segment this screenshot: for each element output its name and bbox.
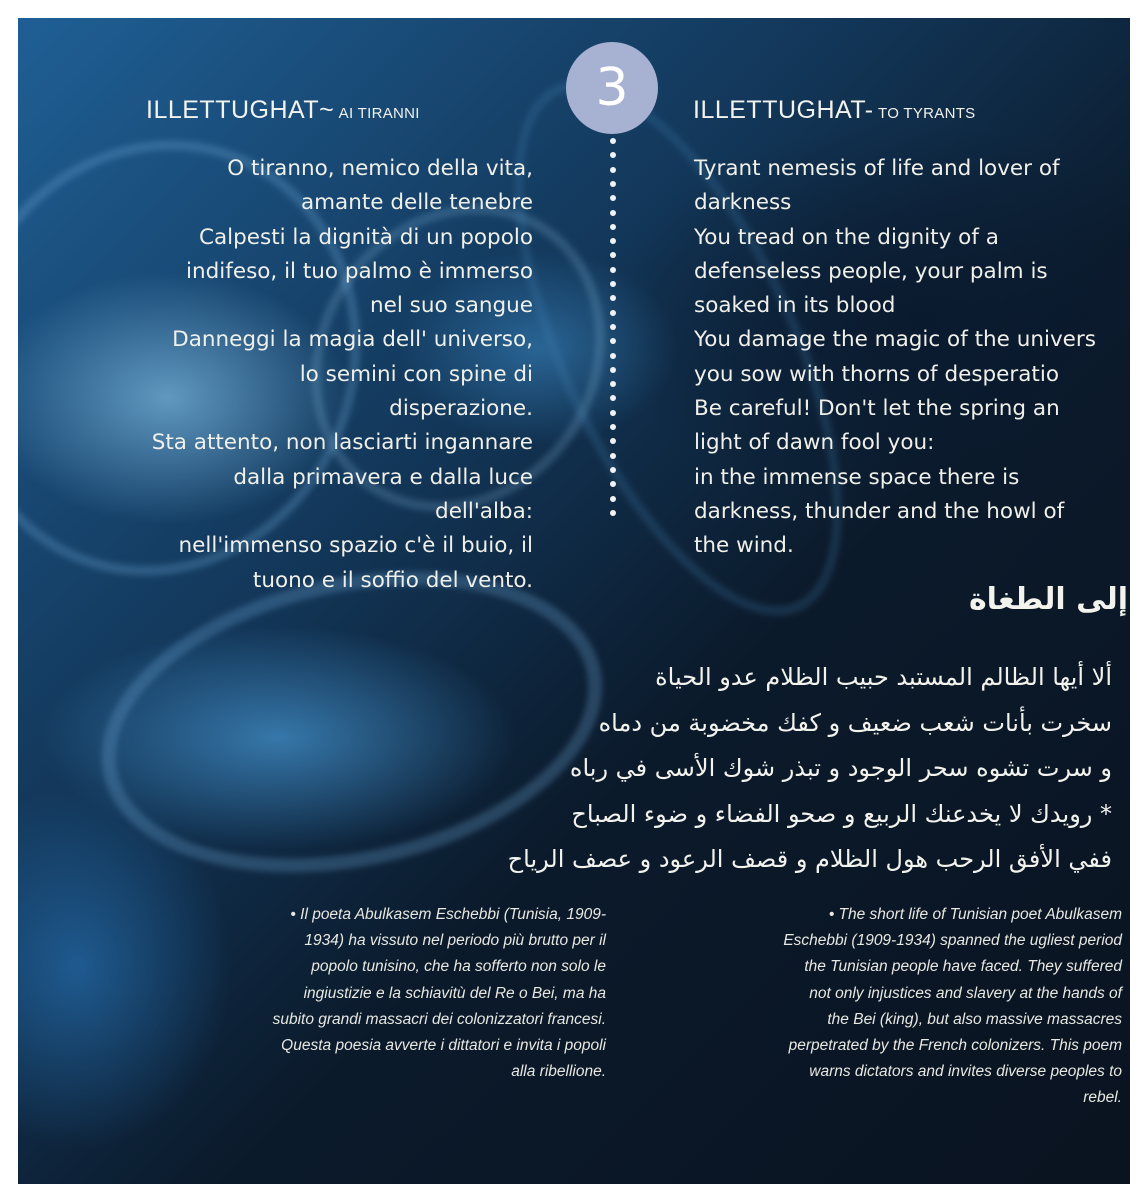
page-number-badge: 3 [566,42,658,134]
divider-dot [610,281,616,287]
arabic-title: إلى الطغاة [968,582,1128,617]
divider-dot [610,267,616,273]
italian-poem [118,152,533,598]
english-title-sub: TO TYRANTS [878,105,976,122]
footnote-line: Questa poesia avverte i dittatori e invita i popoli [281,1037,606,1055]
poem-line: darkness [694,190,792,216]
footnote-line: • The short life of Tunisian poet Abulkasem [828,906,1122,923]
dotted-divider [610,138,618,523]
poem-line: nel suo sangue [370,293,533,319]
arabic-poem [92,655,1112,883]
divider-dot [610,367,616,373]
footnote-line: rebel. [1083,1089,1122,1107]
divider-dot [610,310,616,316]
divider-dot [610,424,616,430]
arabic-verse: و سرت تشوه سحر الوجود و تبذر شوك الأسى في رباه [569,754,1112,782]
poem-line: O tiranno, nemico della vita, [227,156,533,181]
divider-dot [610,453,616,459]
divider-dot [610,338,616,344]
arabic-verse: سخرت بأنات شعب ضعيف و كفك مخضوبة من دماه [598,708,1112,737]
footnote-line: ingiustizie e la schiavitù del Re o Bei, ma ha [303,984,606,1002]
divider-dot [610,438,616,444]
divider-dot [610,381,616,387]
english-title [693,96,975,125]
footnote-line: • Il poeta Abulkasem Eschebbi (Tunisia, 1909- [290,906,606,923]
poem-line: tuono e il soffio del vento. [252,567,533,593]
divider-dot [610,481,616,487]
poem-line: you sow with thorns of desperatio [694,361,1059,387]
poem-line: You tread on the dignity of a [694,224,999,250]
divider-dot [610,496,616,502]
footnote-line: Eschebbi (1909-1934) spanned the ugliest period [783,932,1122,950]
footnote-line: alla ribellione. [511,1063,606,1081]
divider-dot [610,238,616,244]
divider-dot [610,353,616,359]
divider-dot [610,224,616,230]
poem-line: amante delle tenebre [300,190,533,216]
divider-dot [610,181,616,187]
divider-dot [610,510,616,516]
english-poem [694,152,1130,564]
footnote-line: warns dictators and invites diverse peoples to [809,1063,1122,1081]
divider-dot [610,252,616,258]
english-title-main: ILLETTUGHAT- [693,96,874,124]
divider-dot [610,295,616,301]
poem-line: lo semini con spine di [299,361,533,387]
arabic-verse: * رويدك لا يخدعنك الربيع و صحو الفضاء و ضوء الصباح [571,799,1112,828]
divider-dot [610,467,616,473]
poem-line: Tyrant nemesis of life and lover of [694,156,1060,181]
booklet-page [18,18,1130,1184]
footnote-line: the Tunisian people have faced. They suffered [804,958,1122,976]
divider-dot [610,324,616,330]
italian-footnote [108,902,606,1085]
poem-line: Calpesti la dignità di un popolo [198,224,533,250]
footnote-line: popolo tunisino, che ha sofferto non solo le [311,958,606,976]
divider-dot [610,138,616,144]
footnote-line: perpetrated by the French colonizers. This poem [788,1037,1122,1055]
english-footnote [648,902,1122,1112]
poem-line: Be careful! Don't let the spring an [694,396,1060,422]
poem-line: nell'immenso spazio c'è il buio, il [178,533,533,559]
divider-dot [610,395,616,401]
poem-line: Sta attento, non lasciarti ingannare [151,430,533,456]
arabic-verse: ألا أيها الظالم المستبد حبيب الظلام عدو الحياة [655,663,1112,691]
poem-line: disperazione. [389,396,533,422]
poem-line: soaked in its blood [694,293,896,319]
divider-dot [610,195,616,201]
poem-line: dell'alba: [435,498,533,524]
poem-line: Danneggi la magia dell' universo, [172,327,533,353]
poem-line: darkness, thunder and the howl of [694,498,1065,524]
footnote-line: subito grandi massacri dei colonizzatori francesi. [272,1010,606,1028]
poem-line: the wind. [694,533,794,559]
divider-dot [610,410,616,416]
divider-dot [610,210,616,216]
italian-title-main: ILLETTUGHAT~ [146,96,335,124]
italian-title-sub: AI TIRANNI [338,105,420,122]
arabic-verse: ففي الأفق الرحب هول الظلام و قصف الرعود و عصف الرياح [507,845,1112,873]
poem-line: You damage the magic of the univers [694,327,1096,353]
poem-line: dalla primavera e dalla luce [233,464,533,490]
poem-line: light of dawn fool you: [694,430,935,456]
poem-line: defenseless people, your palm is [694,258,1048,284]
divider-dot [610,152,616,158]
footnote-line: not only injustices and slavery at the hands of [809,984,1122,1002]
footnote-line: 1934) ha vissuto nel periodo più brutto per il [304,932,606,950]
poem-line: indifeso, il tuo palmo è immerso [186,258,533,284]
italian-title [146,96,420,125]
divider-dot [610,167,616,173]
footnote-line: the Bei (king), but also massive massacres [827,1010,1122,1028]
poem-line: in the immense space there is [694,464,1020,490]
